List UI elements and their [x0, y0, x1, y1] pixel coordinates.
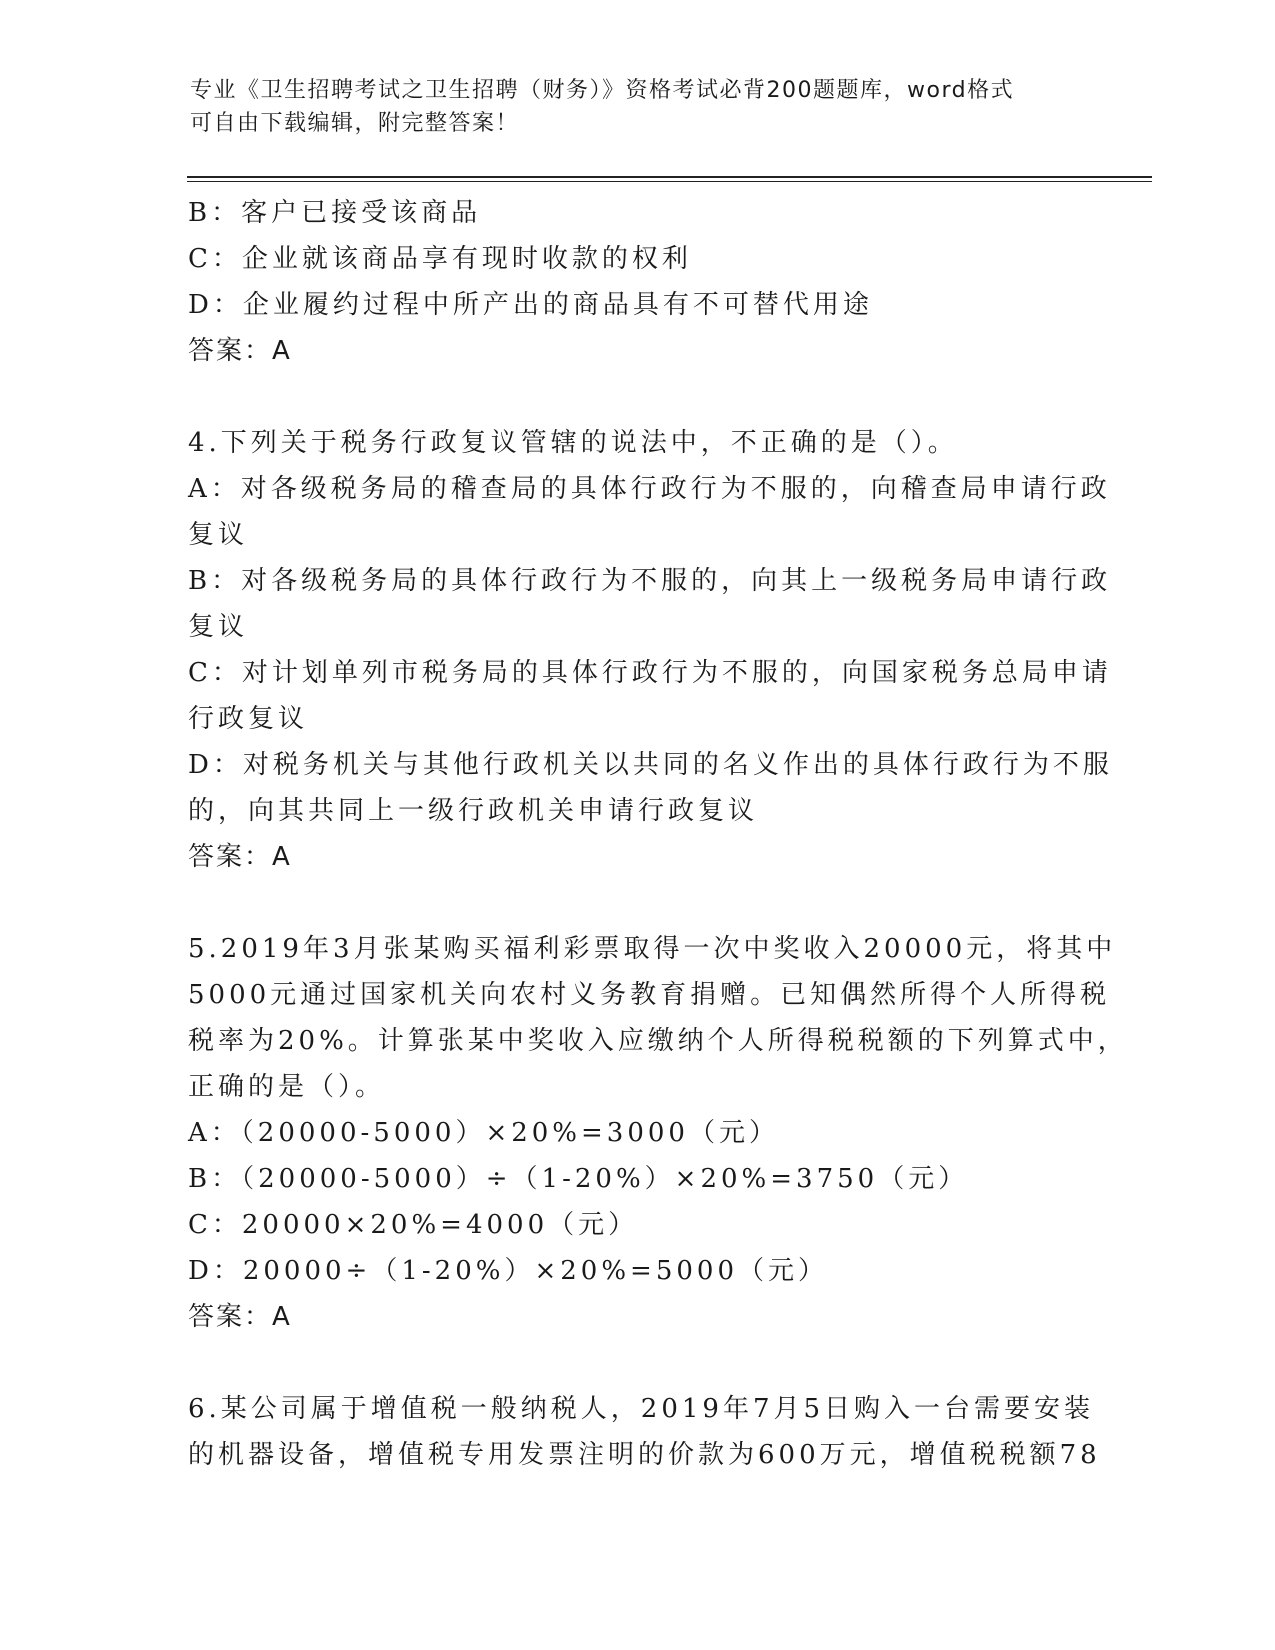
option-c-line-2: 行政复议: [188, 704, 309, 734]
option-d-line-1: D：对税务机关与其他行政机关以共同的名义作出的具体行政行为不服: [188, 750, 1113, 780]
option-b: B：（20000-5000）÷（1-20%）×20%=3750（元）: [188, 1164, 969, 1194]
question-text-line-2: 5000元通过国家机关向农村义务教育捐赠。已知偶然所得个人所得税: [188, 980, 1111, 1010]
question-6: [188, 1386, 1101, 1478]
header-rule-thick: [187, 176, 1152, 178]
header-line-1: 专业《卫生招聘考试之卫生招聘（财务）》资格考试必背200题题库，word格式: [190, 78, 1015, 103]
document-body: [188, 190, 1128, 1478]
option-a-line-2: 复议: [188, 520, 249, 550]
answer: 答案：A: [188, 336, 292, 366]
option-c-line-1: C：对计划单列市税务局的具体行政行为不服的，向国家税务总局申请: [188, 658, 1112, 688]
question-text-line-1: 5.2019年3月张某购买福利彩票取得一次中奖收入20000元，将其中: [188, 934, 1117, 964]
option-a-line-1: A：对各级税务局的稽查局的具体行政行为不服的，向稽查局申请行政: [188, 474, 1111, 504]
question-text: 4.下列关于税务行政复议管辖的说法中，不正确的是（）。: [188, 428, 958, 458]
header-rule-thin: [187, 181, 1152, 182]
question-text-line-1: 6.某公司属于增值税一般纳税人，2019年7月5日购入一台需要安装: [188, 1394, 1095, 1424]
question-5: [188, 926, 1128, 1340]
question-text-line-3: 税率为20%。计算张某中奖收入应缴纳个人所得税税额的下列算式中，: [188, 1026, 1128, 1056]
header-line-2: 可自由下载编辑，附完整答案！: [190, 111, 520, 136]
option-c: C：企业就该商品享有现时收款的权利: [188, 244, 692, 274]
option-b: B：客户已接受该商品: [188, 198, 482, 228]
question-4: [188, 420, 1113, 880]
question-text-line-2: 的机器设备，增值税专用发票注明的价款为600万元，增值税税额78: [188, 1440, 1101, 1470]
option-b-line-2: 复议: [188, 612, 249, 642]
answer: 答案：A: [188, 842, 292, 872]
document-header: [190, 74, 1090, 140]
question-text-line-4: 正确的是（）。: [188, 1072, 386, 1102]
question-3: [188, 190, 1088, 374]
option-b-line-1: B：对各级税务局的具体行政行为不服的，向其上一级税务局申请行政: [188, 566, 1112, 596]
answer: 答案：A: [188, 1302, 292, 1332]
option-d: D：20000÷（1-20%）×20%=5000（元）: [188, 1256, 828, 1286]
option-c: C：20000×20%=4000（元）: [188, 1210, 639, 1240]
option-a: A：（20000-5000）×20%=3000（元）: [188, 1118, 779, 1148]
option-d: D：企业履约过程中所产出的商品具有不可替代用途: [188, 290, 873, 320]
option-d-line-2: 的，向其共同上一级行政机关申请行政复议: [188, 796, 759, 826]
